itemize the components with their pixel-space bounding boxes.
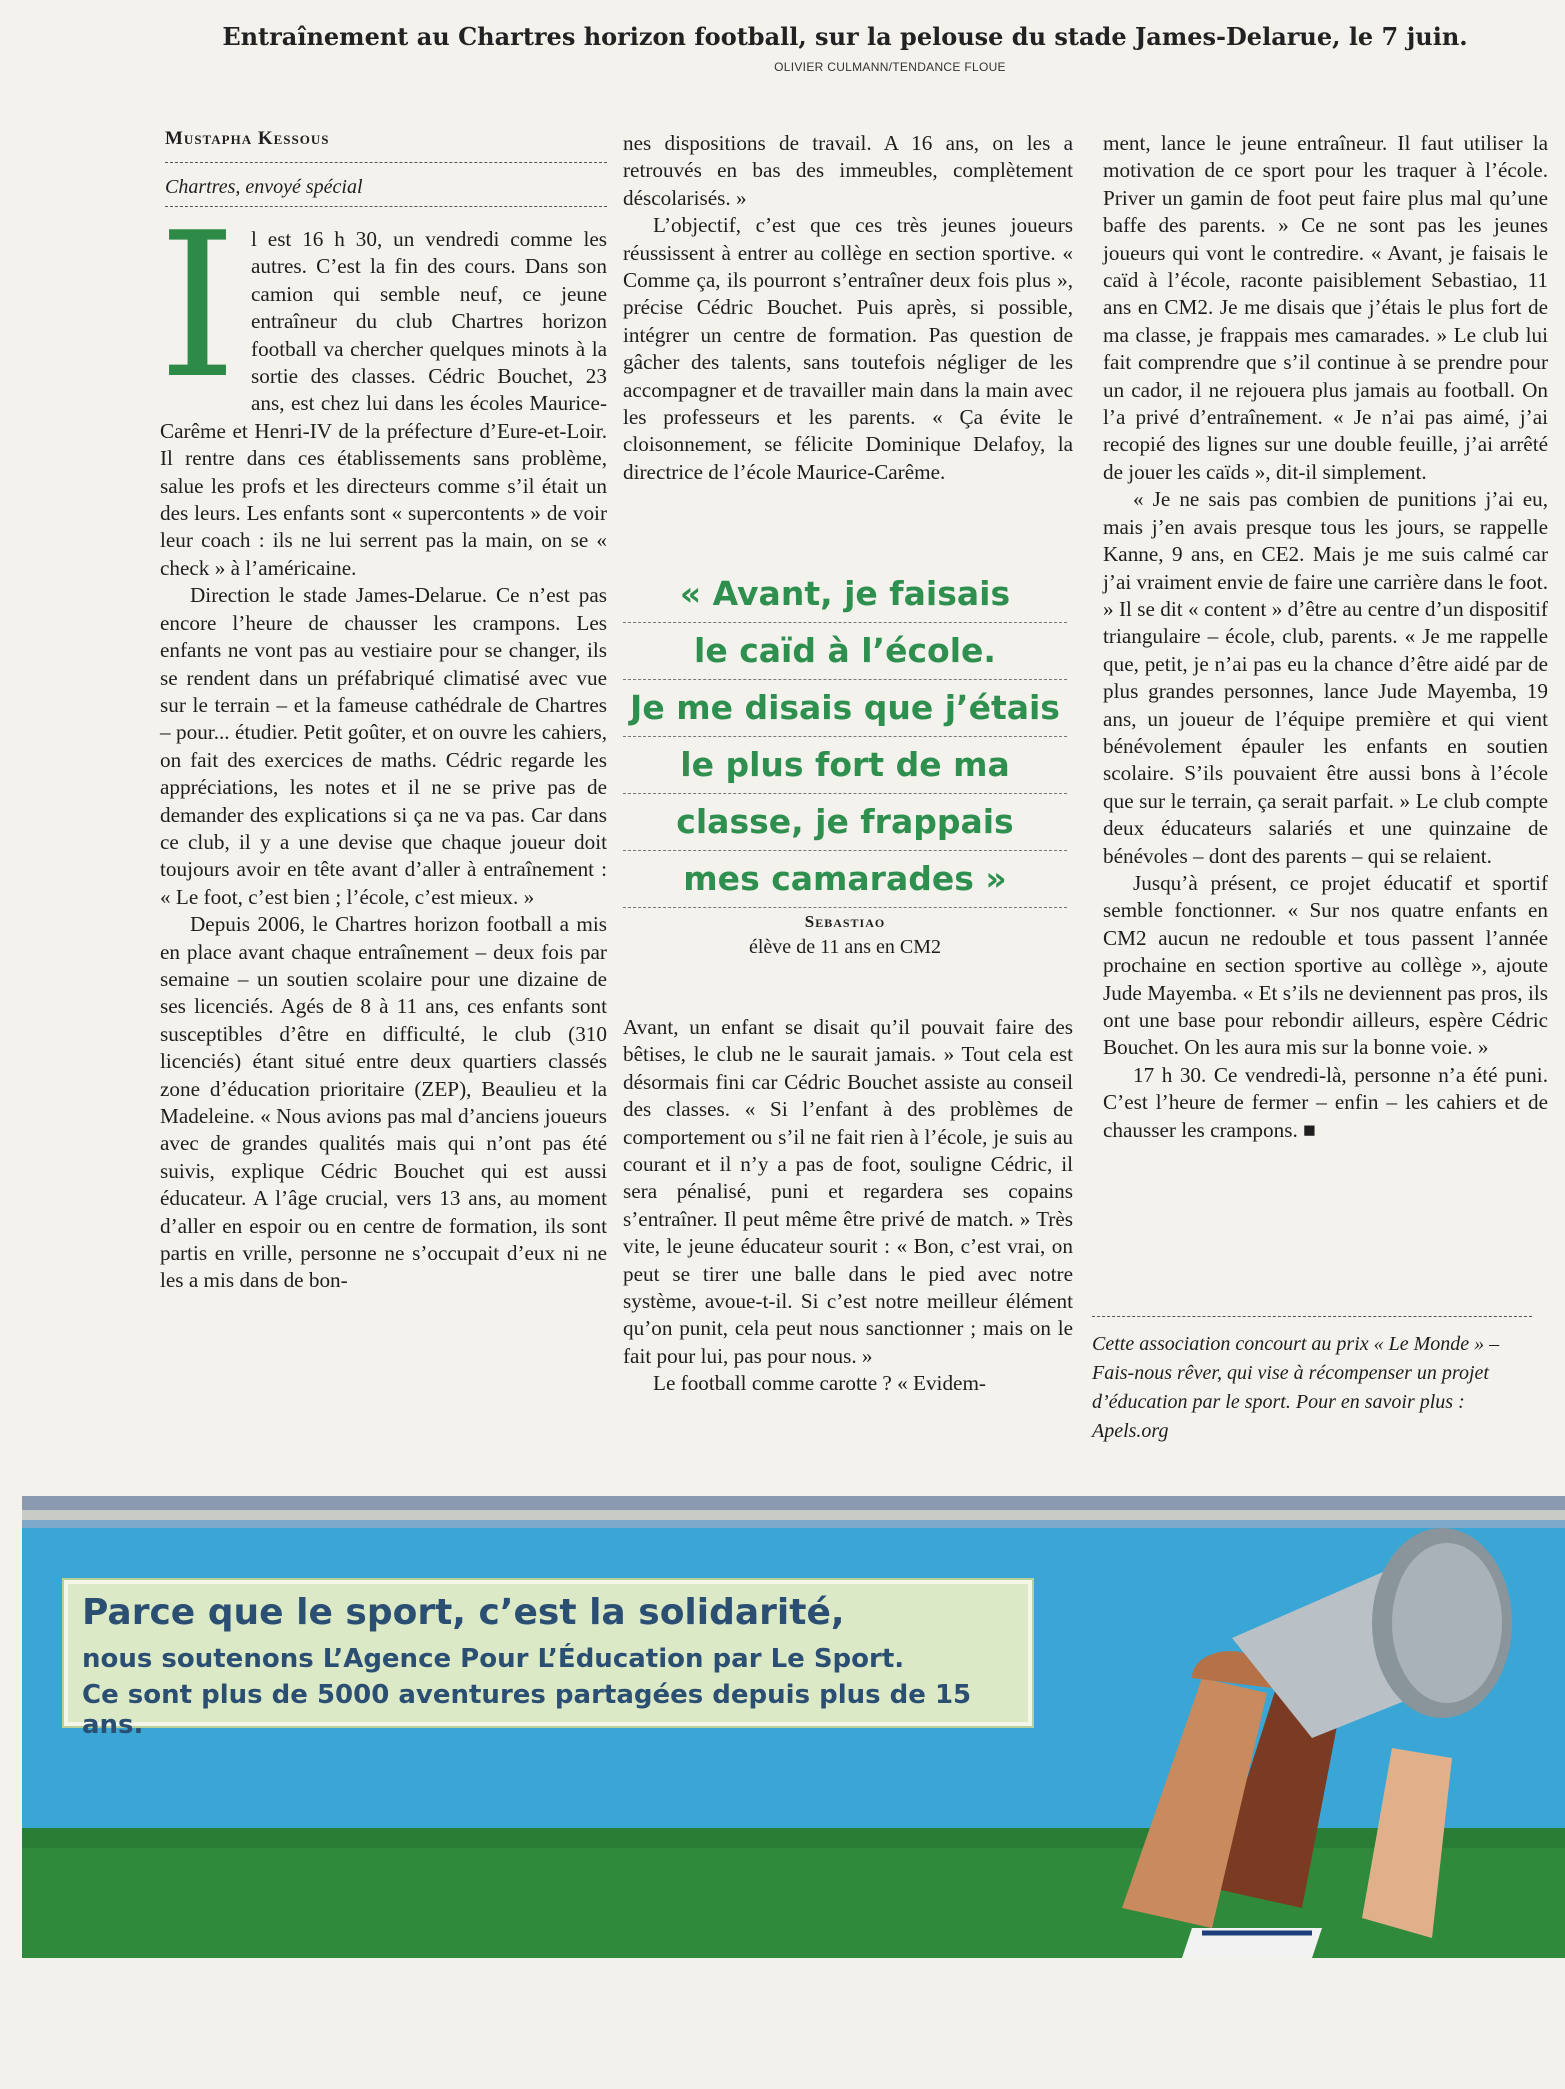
pull-quote-line: le caïd à l’école. [623,623,1067,680]
article-column-3 [1103,130,1548,1292]
pull-quote [623,566,1067,908]
pull-quote-line: « Avant, je faisais [623,566,1067,623]
paragraph: nes dispositions de travail. A 16 ans, on les a retrouvés en bas des immeubles, complètement déscolarisés. » [623,131,1073,210]
dateline: Chartres, envoyé spécial [165,176,363,198]
hands-trophy-illustration [1062,1528,1565,1958]
paragraph: Depuis 2006, le Chartres horizon football a mis en place avant chaque entraînement – deux fois par semaine – un soutien scolaire pour une dizaine de ses licenciés. Agés de 8 à 11 ans, ces enfants sont susceptibles d’être en difficulté, le club (310 licenciés) étant situé entre deux quartiers classés zone d’éducation prioritaire (ZEP), Beaulieu et la Madeleine. « Nous avions pas mal d’anciens joueurs avec de grandes qualités mais qui n’ont pas été suivis, explique Cédric Bouchet qui est aussi éducateur. A l’âge crucial, vers 13 ans, au moment d’aller en espoir ou en centre de formation, ils sont partis en vrille, personne ne s’occupait d’eux ni ne les a mis dans de bon- [160,912,607,1293]
paragraph: Avant, un enfant se disait qu’il pouvait faire des bêtises, le club ne le saurait jamais. » Tout cela est désormais fini car Cédric Bouchet assiste au conseil des classes. « Si l’enfant à des problèmes de comportement ou s’il ne fait rien à l’école, je suis au courant et il n’y a pas de foot, souligne Cédric, il sera pénalisé, puni et regardera ses copains s’entraîner. Il peut même être privé de match. » Très vite, le jeune éducateur sourit : « Bon, c’est vrai, on peut se tirer une balle dans le pied avec notre système, avoue-t-il. Si c’est notre meilleur élément qu’on punit, cela peut nous sanctionner ; mais on le fait pour lui, pas pour nous. » [623,1015,1073,1368]
ad-text-box [64,1580,1032,1740]
pull-quote-author: Sebastiao [804,912,886,931]
paragraph: L’objectif, c’est que ces très jeunes joueurs réussissent à entrer au collège en section sportive. « Comme ça, ils pourront s’entraîner deux fois plus », précise Cédric Bouchet. Puis après, si possible, intégrer un centre de formation. Pas question de gâcher des talents, sans toutefois négliger de les accompagner et de travailler main dans la main avec les professeurs et les parents. « Ça évite le cloisonnement, se félicite Dominique Delafoy, la directrice de l’école Maurice-Carême. [623,213,1073,484]
ad-subline: Ce sont plus de 5000 aventures partagées depuis plus de 15 ans. [82,1680,972,1740]
pull-quote-line: le plus fort de ma [623,737,1067,794]
drop-cap: I [158,190,238,423]
pull-quote-line: classe, je frappais [623,794,1067,851]
association-note: Cette association concourt au prix « Le Monde » – Fais-nous rêver, qui vise à récompenser un projet d’éducation par le sport. Pour en savoir plus : Apels.org [1092,1333,1500,1442]
paragraph: Le football comme carotte ? « Evidem- [653,1371,986,1396]
paragraph: 17 h 30. Ce vendredi-là, personne n’a été puni. C’est l’heure de fermer – enfin – les cahiers et de chausser les crampons. ■ [1103,1062,1548,1142]
photo-credit: OLIVIER CULMANN/TENDANCE FLOUE [774,60,1006,74]
pull-quote-role: élève de 11 ans en CM2 [749,936,941,958]
page-margin [0,1960,1565,2089]
article-column-2 [623,130,1073,520]
photo-caption: Entraînement au Chartres horizon football, sur la pelouse du stade James-Delarue, le 7 juin. [222,22,1468,51]
paragraph: « Je ne sais pas combien de punitions j’ai eu, mais j’en avais presque tous les jours, se rappelle Kanne, 9 ans, en CE2. Mais je me suis calmé car j’ai vraiment envie de faire une carrière dans le foot. » Il se dit « content » d’être au centre d’un dispositif triangulaire – école, club, parents. « Je me rappelle que, petit, je n’ai pas eu la chance d’être aidé par de plus grandes personnes, lance Jude Mayemba, 19 ans, un joueur de l’équipe première et qui vient bénévolement épauler les enfants en soutien scolaire. S’ils pouvaient être aussi bons à l’école que sur le terrain, ça serait parfait. » Le club compte deux éducateurs salariés et une quinzaine de bénévoles – dont des parents – qui se relaient. [1103,487,1548,868]
article-column-1 [158,190,607,1430]
paragraph: ment, lance le jeune entraîneur. Il faut utiliser la motivation de ce sport pour les traquer à l’école. Priver un gamin de foot peut faire plus mal qu’une baffe des parents. » Ce ne sont pas les jeunes joueurs qui vont le contredire. « Avant, je faisais le caïd à l’école, raconte paisiblement Sebastiao, 11 ans en CM2. Je me disais que j’étais le plus fort de ma classe, je frappais mes camarades. » Le club lui fait comprendre que s’il continue à se prendre pour un cador, il ne rejouera plus jamais au football. On l’a privé d’entraînement. « Je n’ai pas aimé, j’ai recopié des lignes sur une double feuille, j’ai arrêté de jouer les caïds », dit-il simplement. [1103,131,1548,484]
paragraph: Jusqu’à présent, ce projet éducatif et sportif semble fonctionner. « Sur nos quatre enfants en CM2 aucun ne redouble et tous passent l’année prochaine en section sportive au collège », ajoute Jude Mayemba. « Et s’ils ne deviennent pas pros, ils ont une base pour rebondir ailleurs, espère Cédric Bouchet. On les aura mis sur la bonne voie. » [1103,870,1548,1060]
ad-headline: Parce que le sport, c’est la solidarité, [82,1592,845,1633]
divider [165,162,607,163]
advertisement [22,1528,1565,1958]
divider [1092,1316,1532,1317]
paragraph: l est 16 h 30, un vendredi comme les autres. C’est la fin des cours. Dans son camion qui semble neuf, ce jeune entraîneur du club Chartres horizon football va chercher quelques minots à la sortie des classes. Cédric Bouchet, 23 ans, est chez lui dans les écoles Maurice-Carême et Henri-IV de la préfecture d’Eure-et-Loir. Il rentre dans ces établissements sans problème, salue les profs et les directeurs comme s’il était un des leurs. Les enfants sont « supercontents » de voir leur coach : ils ne lui serrent pas la main, on se « check » à l’américaine. [160,227,607,580]
pull-quote-line: mes camarades » [623,851,1067,908]
ad-subline: nous soutenons L’Agence Pour L’Éducation par Le Sport. [82,1644,905,1674]
byline: Mustapha Kessous [165,128,330,149]
paragraph: Direction le stade James-Delarue. Ce n’est pas encore l’heure de chausser les crampons. Les enfants ne vont pas au vestiaire pour se changer, ils se rendent dans un préfabriqué climatisé avec vue sur le terrain – et la fameuse cathédrale de Chartres – pour... étudier. Petit goûter, et on ouvre les cahiers, on fait des exercices de maths. Cédric regarde les appréciations, les notes et il ne se prive pas de demander des explications si ça ne va pas. Car dans ce club, il y a une devise que chaque joueur doit toujours avoir en tête avant d’aller à entraînement : « Le foot, c’est bien ; l’école, c’est mieux. » [160,583,607,909]
article-column-2-continued [623,1014,1073,1434]
pull-quote-line: Je me disais que j’étais [623,680,1067,737]
